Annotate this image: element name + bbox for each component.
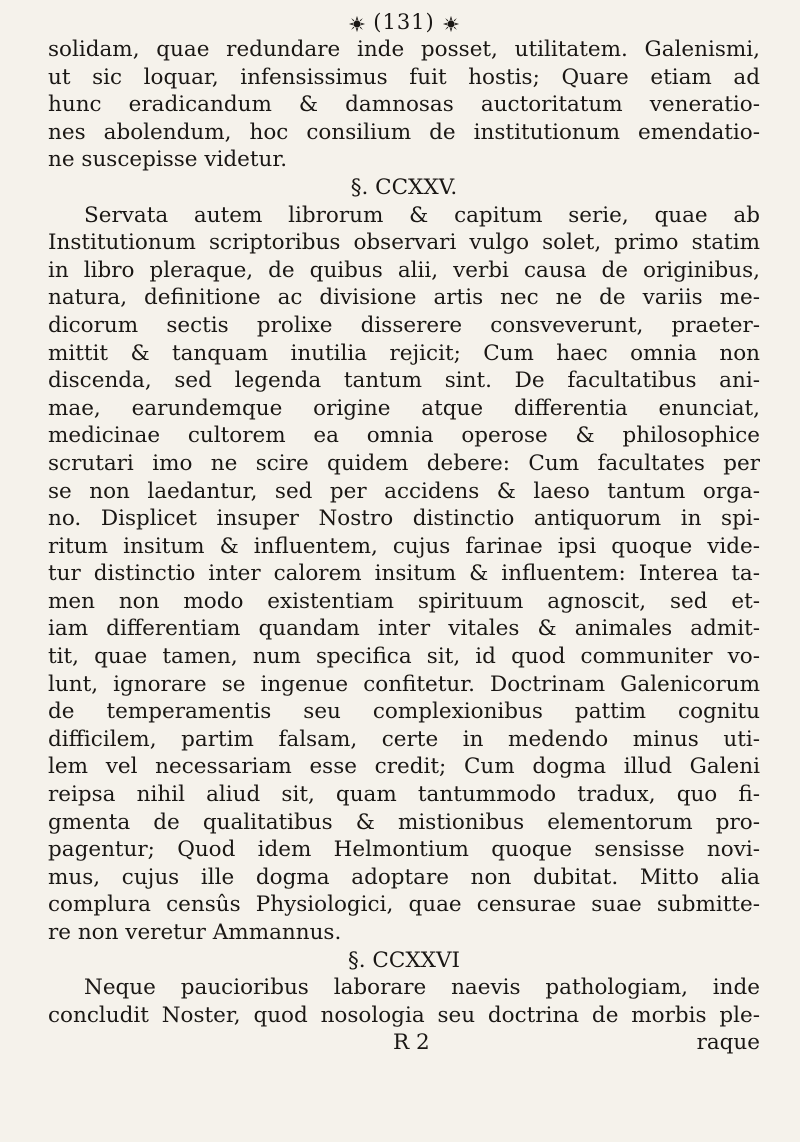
page-header — [48, 8, 760, 36]
text-line: discenda, sed legenda tantum sint. De facultatibus ani- — [48, 368, 760, 394]
page-number: (131) — [373, 10, 435, 34]
text-line: no. Displicet insuper Nostro distinctio antiquorum in spi- — [48, 506, 760, 532]
page-footer — [48, 1029, 760, 1057]
section-heading: §. CCXXV. — [350, 174, 458, 200]
text-line: nes abolendum, hoc consilium de institutionum emendatio- — [48, 119, 760, 145]
signature-mark: R 2 — [393, 1030, 430, 1056]
ornament-icon — [348, 15, 366, 33]
text-line: complura censûs Physiologici, quae censurae suae submitte- — [48, 892, 760, 918]
ornament-icon — [442, 15, 460, 33]
text-line: reipsa nihil aliud sit, quam tantummodo tradux, quo fi- — [48, 782, 760, 808]
text-line: natura, definitione ac divisione artis nec ne de variis me- — [48, 285, 760, 311]
text-line: lem vel necessariam esse credit; Cum dogma illud Galeni — [48, 754, 760, 780]
text-line: lunt, ignorare se ingenue confitetur. Doctrinam Galenicorum — [48, 671, 760, 697]
text-line: de temperamentis seu complexionibus pattim cognitu — [48, 699, 760, 725]
text-line: concludit Noster, quod nosologia seu doctrina de morbis ple- — [48, 1002, 760, 1028]
text-line: tit, quae tamen, num specifica sit, id quod communiter vo- — [48, 644, 760, 670]
text-line: mittit & tanquam inutilia rejicit; Cum haec omnia non — [48, 340, 760, 366]
text-line: in libro pleraque, de quibus alii, verbi causa de originibus, — [48, 257, 760, 283]
text-line: re non veretur Ammannus. — [48, 920, 342, 945]
text-line: Institutionum scriptoribus observari vulgo solet, primo statim — [48, 230, 760, 256]
text-line: ne suscepisse videtur. — [48, 147, 288, 173]
text-line: pagentur; Quod idem Helmontium quoque sensisse novi- — [48, 837, 760, 863]
text-line: Neque paucioribus laborare naevis pathologiam, inde — [84, 975, 760, 1001]
catchword: raque — [696, 1030, 760, 1056]
text-line: men non modo existentiam spirituum agnoscit, sed et- — [48, 588, 760, 614]
text-line: scrutari imo ne scire quidem debere: Cum facultates per — [48, 450, 760, 476]
page-text — [48, 8, 760, 1057]
text-line: ritum insitum & influentem, cujus farinae ipsi quoque vide- — [48, 533, 760, 559]
text-line: mae, earundemque origine atque differentia enunciat, — [48, 395, 760, 421]
text-line: difficilem, partim falsam, certe in medendo minus uti- — [48, 726, 760, 752]
text-line: mus, cujus ille dogma adoptare non dubitat. Mitto alia — [48, 864, 760, 890]
text-line: medicinae cultorem ea omnia operose & philosophice — [48, 423, 760, 449]
text-line: ut sic loquar, infensissimus fuit hostis; Quare etiam ad — [48, 64, 760, 90]
section-heading: §. CCXXVI — [348, 947, 460, 973]
text-line: tur distinctio inter calorem insitum & influentem: Interea ta- — [48, 561, 760, 587]
text-line: hunc eradicandum & damnosas auctoritatum veneratio- — [48, 92, 760, 118]
text-line: iam differentiam quandam inter vitales & animales admit- — [48, 616, 760, 642]
text-line: Servata autem librorum & capitum serie, quae ab — [84, 202, 760, 228]
text-line: dicorum sectis prolixe disserere consveverunt, praeter- — [48, 312, 760, 338]
text-line: solidam, quae redundare inde posset, utilitatem. Galenismi, — [48, 37, 760, 62]
text-line: gmenta de qualitatibus & mistionibus elementorum pro- — [48, 809, 760, 835]
text-line: se non laedantur, sed per accidens & laeso tantum orga- — [48, 478, 760, 504]
